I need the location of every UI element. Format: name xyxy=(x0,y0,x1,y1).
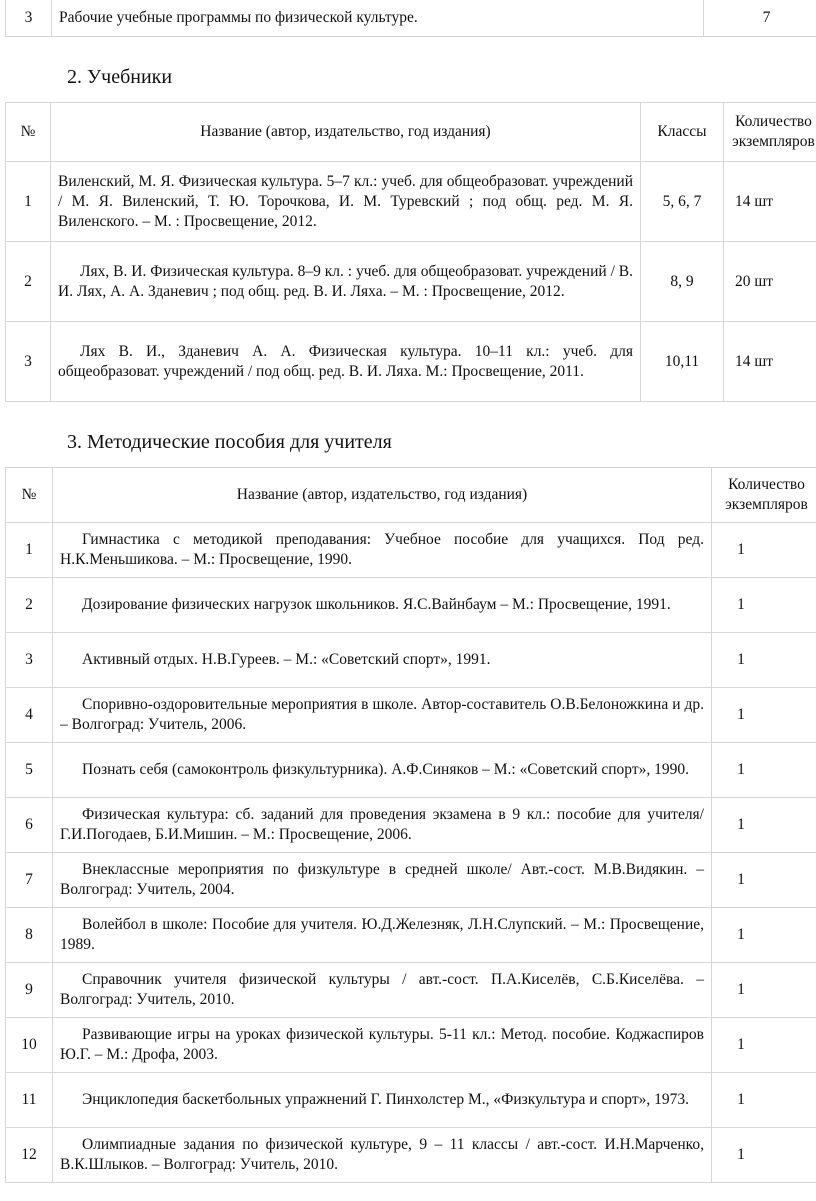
row-title: Волейбол в школе: Пособие для учителя. Ю.Д.Железняк, Л.Н.Слупский. – М.: Просвещение, 1989. xyxy=(53,908,712,963)
row-number: 11 xyxy=(6,1073,53,1128)
row-number: 1 xyxy=(6,523,53,578)
row-count: 7 xyxy=(704,0,816,37)
row-count: 1 xyxy=(712,963,816,1018)
row-count: 20 шт xyxy=(724,242,816,322)
section-heading-manuals: 3. Методические пособия для учителя xyxy=(67,431,392,453)
table-row xyxy=(6,0,816,37)
header-title: Название (автор, издательство, год издания) xyxy=(51,103,641,162)
row-count: 1 xyxy=(712,688,816,743)
row-number: 9 xyxy=(6,963,53,1018)
row-title: Развивающие игры на уроках физической культуры. 5-11 кл.: Метод. пособие. Коджаспиров Ю.Г. – М.: Дрофа, 2003. xyxy=(53,1018,712,1073)
header-title: Название (автор, издательство, год издания) xyxy=(53,468,712,523)
row-count: 1 xyxy=(712,1128,816,1183)
header-classes: Классы xyxy=(641,103,724,162)
row-count: 1 xyxy=(712,908,816,963)
table-row xyxy=(6,578,816,633)
table-row xyxy=(6,908,816,963)
row-number: 3 xyxy=(6,633,53,688)
table-row xyxy=(6,743,816,798)
table-row xyxy=(6,162,816,242)
row-title: Справочник учителя физической культуры / авт.-сост. П.А.Киселёв, С.Б.Киселёва. – Волгоград: Учитель, 2010. xyxy=(53,963,712,1018)
table-row xyxy=(6,1073,816,1128)
row-title: Рабочие учебные программы по физической культуре. xyxy=(52,0,704,37)
row-number: 7 xyxy=(6,853,53,908)
row-count: 1 xyxy=(712,743,816,798)
row-number: 5 xyxy=(6,743,53,798)
row-count: 1 xyxy=(712,633,816,688)
row-classes: 5, 6, 7 xyxy=(641,162,724,242)
section-heading-textbooks: 2. Учебники xyxy=(67,66,173,88)
header-count: Количество экземпляров xyxy=(712,468,816,523)
row-number: 3 xyxy=(6,322,51,402)
row-count: 1 xyxy=(712,578,816,633)
row-title: Лях В. И., Зданевич А. А. Физическая культура. 10–11 кл.: учеб. для общеобразоват. учреждений / под общ. ред. В. И. Ляха. М.: Просвещение, 2011. xyxy=(51,322,641,402)
table-row xyxy=(6,1128,816,1183)
row-count: 1 xyxy=(712,798,816,853)
manuals-table xyxy=(5,467,816,1183)
row-number: 1 xyxy=(6,162,51,242)
row-count: 1 xyxy=(712,1018,816,1073)
table-row xyxy=(6,853,816,908)
row-number: 12 xyxy=(6,1128,53,1183)
programs-table xyxy=(5,0,816,37)
row-count: 14 шт xyxy=(724,322,816,402)
table-row xyxy=(6,322,816,402)
row-title: Олимпиадные задания по физической культуре, 9 – 11 классы / авт.-сост. И.Н.Марченко, В.К.Шлыков. – Волгоград: Учитель, 2010. xyxy=(53,1128,712,1183)
textbooks-table xyxy=(5,102,816,402)
row-count: 1 xyxy=(712,1073,816,1128)
row-number: 2 xyxy=(6,578,53,633)
row-title: Активный отдых. Н.В.Гуреев. – М.: «Советский спорт», 1991. xyxy=(53,633,712,688)
table-row xyxy=(6,523,816,578)
table-row xyxy=(6,798,816,853)
table-row xyxy=(6,633,816,688)
table-row xyxy=(6,963,816,1018)
table-row xyxy=(6,688,816,743)
row-title: Споривно-оздоровительные мероприятия в школе. Автор-составитель О.В.Белоножкина и др. – Волгоград: Учитель, 2006. xyxy=(53,688,712,743)
row-title: Внеклассные мероприятия по физкультуре в средней школе/ Авт.-сост. М.В.Видякин. – Волгоград: Учитель, 2004. xyxy=(53,853,712,908)
row-number: 8 xyxy=(6,908,53,963)
table-header-row xyxy=(6,103,816,162)
row-classes: 8, 9 xyxy=(641,242,724,322)
row-count: 14 шт xyxy=(724,162,816,242)
row-number: 2 xyxy=(6,242,51,322)
row-count: 1 xyxy=(712,853,816,908)
header-count: Количество экземпляров xyxy=(724,103,816,162)
row-classes: 10,11 xyxy=(641,322,724,402)
row-title: Познать себя (самоконтроль физкультурника). А.Ф.Синяков – М.: «Советский спорт», 1990. xyxy=(53,743,712,798)
row-title: Энциклопедия баскетбольных упражнений Г. Пинхолстер М., «Физкультура и спорт», 1973. xyxy=(53,1073,712,1128)
header-num: № xyxy=(6,103,51,162)
row-title: Дозирование физических нагрузок школьников. Я.С.Вайнбаум – М.: Просвещение, 1991. xyxy=(53,578,712,633)
row-number: 10 xyxy=(6,1018,53,1073)
row-number: 3 xyxy=(6,0,52,37)
row-title: Гимнастика с методикой преподавания: Учебное пособие для учащихся. Под ред. Н.К.Меньшикова. – М.: Просвещение, 1990. xyxy=(53,523,712,578)
table-row xyxy=(6,242,816,322)
row-title: Физическая культура: сб. заданий для проведения экзамена в 9 кл.: пособие для учителя/ Г.И.Погодаев, Б.И.Мишин. – М.: Просвещение, 2006. xyxy=(53,798,712,853)
header-num: № xyxy=(6,468,53,523)
row-title: Виленский, М. Я. Физическая культура. 5–7 кл.: учеб. для общеобразоват. учреждений / М. Я. Виленский, Т. Ю. Торочкова, И. М. Туревский ; под общ. ред. М. Я. Виленского. – М. : Просвещение, 2012. xyxy=(51,162,641,242)
table-header-row xyxy=(6,468,816,523)
row-number: 4 xyxy=(6,688,53,743)
table-row xyxy=(6,1018,816,1073)
row-number: 6 xyxy=(6,798,53,853)
row-count: 1 xyxy=(712,523,816,578)
row-title: Лях, В. И. Физическая культура. 8–9 кл. : учеб. для общеобразоват. учреждений / В. И. Лях, А. А. Зданевич ; под общ. ред. В. И. Ляха. – М. : Просвещение, 2012. xyxy=(51,242,641,322)
